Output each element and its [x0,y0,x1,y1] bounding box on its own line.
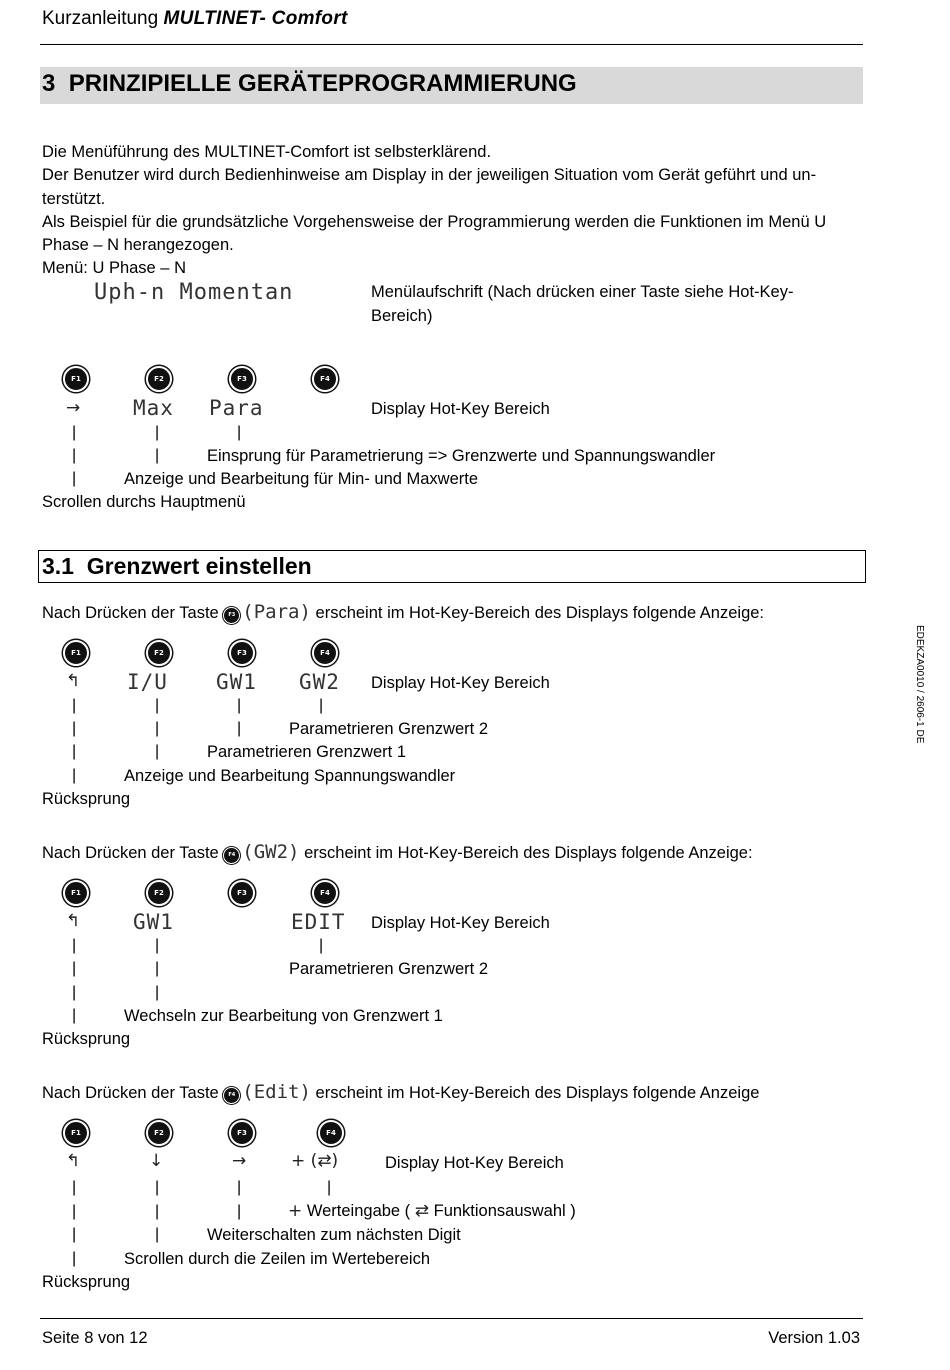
desc-edit: Parametrieren Grenzwert 2 [289,960,488,978]
connector-line: | [155,1179,160,1196]
lcd-gw1: GW1 [133,910,174,934]
menu-caption-line-2: Bereich) [371,307,433,325]
desc-max: Anzeige und Bearbeitung für Min- und Maxwerte [124,470,479,488]
f3-key-icon: F3 [229,640,255,666]
f3-key-icon: F3 [229,366,255,392]
right-arrow-icon: → [232,1151,247,1171]
desc-return: Rücksprung [42,1273,131,1291]
header-prefix: Kurzanleitung [42,8,159,29]
desc-gw1-switch: Wechseln zur Bearbeitung von Grenzwert 1 [124,1007,443,1025]
desc-gw1: Parametrieren Grenzwert 1 [207,743,406,761]
connector-line: | [72,767,77,784]
document-header [42,9,348,28]
subsection-number: 3.1 [42,553,74,579]
intro-line-5: Phase – N herangezogen. [42,236,234,254]
block3-intro: Nach Drücken der Taste F4 (GW2) erscheint im Hot-Key-Bereich des Displays folgende Anzeige: [42,841,753,863]
connector-line: | [155,937,160,954]
connector-line: | [327,1179,332,1196]
f1-key-icon: F1 [63,1120,89,1146]
connector-line: | [237,1203,242,1220]
return-arrow-icon: ↰ [66,1151,81,1171]
connector-line: | [72,697,77,714]
block2-intro: Nach Drücken der Taste F3 (Para) erscheint im Hot-Key-Bereich des Displays folgende Anzeige: [42,601,765,623]
header-brand: MULTINET- Comfort [163,8,348,29]
plus-icon: + [288,1201,303,1221]
connector-line: | [72,1007,77,1024]
subsection-title [42,555,312,578]
desc-scroll-rows: Scrollen durch die Zeilen im Wertebereich [124,1250,430,1268]
connector-line: | [72,1203,77,1220]
lcd-para: Para [209,396,264,420]
f3-key-icon: F3 [223,607,240,624]
plus-switch-icon: + (⇄) [291,1151,339,1171]
lcd-max: Max [133,396,174,420]
connector-line: | [155,1226,160,1243]
connector-line: | [237,697,242,714]
desc-scroll: Scrollen durchs Hauptmenü [42,493,246,511]
connector-line: | [72,743,77,760]
f1-key-icon: F1 [63,880,89,906]
connector-line: | [155,424,160,441]
f1-key-icon: F1 [63,366,89,392]
hotkey-area-label: Display Hot-Key Bereich [371,914,550,932]
menu-caption-line-1: Menülaufschrift (Nach drücken einer Taste siehe Hot-Key- [371,283,794,301]
connector-line: | [237,424,242,441]
menu-lcd-text: Uph-n Momentan [94,280,294,305]
f3-key-icon: F3 [229,880,255,906]
connector-line: | [72,447,77,464]
return-arrow-icon: ↰ [66,671,81,691]
connector-line: | [155,720,160,737]
f4-key-icon: F4 [318,1120,344,1146]
f4-key-icon: F4 [312,366,338,392]
section-number: 3 [42,70,56,97]
f4-key-icon: F4 [223,847,240,864]
connector-line: | [155,697,160,714]
connector-line: | [155,1203,160,1220]
f3-key-icon: F3 [229,1120,255,1146]
subsection-title-text: Grenzwert einstellen [86,553,312,579]
block4-intro: Nach Drücken der Taste F4 (Edit) erscheint im Hot-Key-Bereich des Displays folgende Anzeige [42,1081,760,1103]
f2-key-icon: F2 [146,1120,172,1146]
connector-line: | [72,424,77,441]
f2-key-icon: F2 [146,880,172,906]
connector-line: | [319,697,324,714]
connector-line: | [155,447,160,464]
f4-key-icon: F4 [223,1087,240,1104]
hotkey-area-label: Display Hot-Key Bereich [371,674,550,692]
desc-return: Rücksprung [42,790,131,808]
connector-line: | [237,720,242,737]
connector-line: | [72,1226,77,1243]
f1-key-icon: F1 [63,640,89,666]
connector-line: | [72,937,77,954]
f2-key-icon: F2 [146,640,172,666]
hotkey-area-label: Display Hot-Key Bereich [371,400,550,418]
function-switch-icon: ⇄ [414,1201,430,1221]
intro-line-2: Der Benutzer wird durch Bedienhinweise am Display in der jeweiligen Situation vom Gerät geführt und un- [42,166,817,184]
connector-line: | [72,960,77,977]
f2-key-icon: F2 [146,366,172,392]
connector-line: | [155,960,160,977]
f4-key-icon: F4 [312,880,338,906]
hotkey-area-label: Display Hot-Key Bereich [385,1154,564,1172]
desc-gw2: Parametrieren Grenzwert 2 [289,720,488,738]
connector-line: | [72,1179,77,1196]
connector-line: | [319,937,324,954]
connector-line: | [72,720,77,737]
desc-next-digit: Weiterschalten zum nächsten Digit [207,1226,461,1244]
version-label: Version 1.03 [768,1329,860,1347]
lcd-gw2: GW2 [299,670,340,694]
f4-key-icon: F4 [312,640,338,666]
connector-line: | [155,984,160,1001]
desc-value-entry: + Werteingabe ( ⇄ Funktionsauswahl ) [288,1201,576,1221]
intro-line-4: Als Beispiel für die grundsätzliche Vorgehensweise der Programmierung werden die Funktionen im Menü U [42,213,827,231]
return-arrow-icon: ↰ [66,911,81,931]
lcd-gw1: GW1 [216,670,257,694]
connector-line: | [72,470,77,487]
intro-line-3: terstützt. [42,190,106,208]
section-title-text: PRINZIPIELLE GERÄTEPROGRAMMIERUNG [68,70,577,97]
footer-rule [40,1318,863,1319]
connector-line: | [237,1179,242,1196]
desc-para: Einsprung für Parametrierung => Grenzwerte und Spannungswandler [207,447,716,465]
connector-line: | [155,743,160,760]
lcd-iu: I/U [127,670,168,694]
desc-return: Rücksprung [42,1030,131,1048]
scroll-arrow-icon: → [66,398,81,418]
desc-iu: Anzeige und Bearbeitung Spannungswandler [124,767,456,785]
lcd-edit: EDIT [291,910,346,934]
page-number: Seite 8 von 12 [42,1329,148,1347]
down-arrow-icon: ↓ [149,1151,164,1171]
header-rule [40,44,863,45]
document-code: EDEKZA0010 / 2606-1 DE [914,625,925,744]
connector-line: | [72,984,77,1001]
intro-line-1: Die Menüführung des MULTINET-Comfort ist selbsterklärend. [42,143,492,161]
intro-line-6: Menü: U Phase – N [42,259,186,277]
section-title [42,72,577,96]
connector-line: | [72,1250,77,1267]
